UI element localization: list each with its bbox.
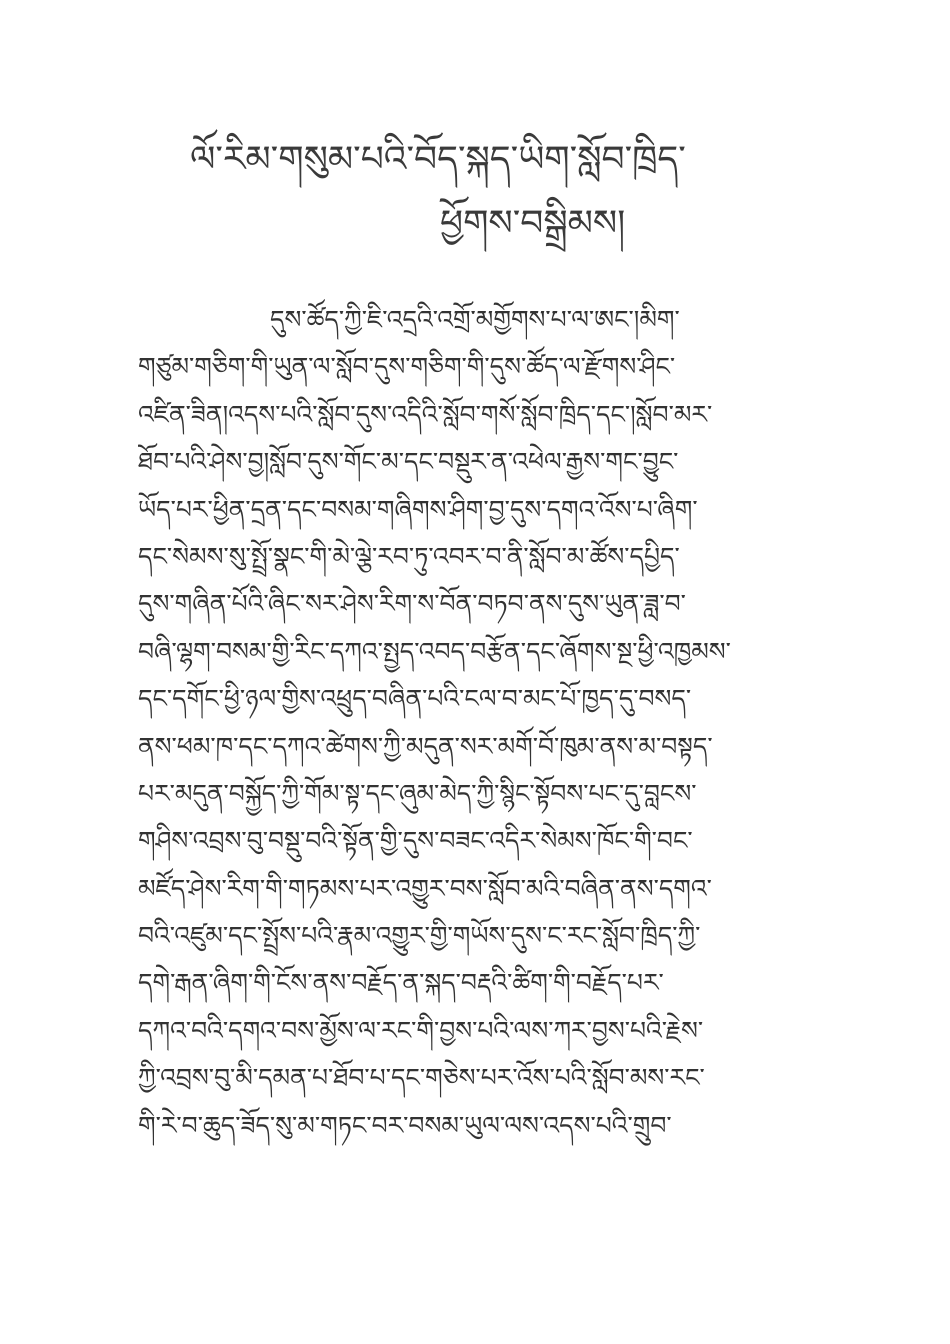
- body-line: ཀྱི་འབྲས་བུ་མི་དམན་པ་ཐོབ་པ་དང་གཅེས་པར་འོས་པའི་སློབ་མས་རང་: [138, 1063, 705, 1093]
- body-line: བའི་འཛུམ་དང་སྤྲོས་པའི་རྣམ་འགྱུར་གྱི་གཡོས་དུས་ང་རང་སློབ་ཁྲིད་ཀྱི་: [138, 921, 701, 951]
- body-line: པར་མདུན་བསྐྱོད་ཀྱི་གོམ་སྟ་དང་ཞུམ་མེད་ཀྱི་སྙིང་སྟོབས་པང་དུ་བླངས་: [138, 778, 697, 808]
- body-line: འཛིན་ཟིན།འདས་པའི་སློབ་དུས་འདིའི་སློབ་གསོ་སློབ་ཁྲིད་དང་།སློབ་མར་: [138, 399, 713, 429]
- body-line: གི་རེ་བ་ཆུད་ཟོད་སུ་མ་གཏང་བར་བསམ་ཡུལ་ལས་འདས་པའི་གྲུབ་: [138, 1110, 672, 1140]
- body-line: མཛོད་ཤེས་རིག་གི་གཏམས་པར་འགྱུར་བས་སློབ་མའི་བཞིན་ནས་དགའ་: [138, 873, 712, 903]
- body-line: ཐོབ་པའི་ཤེས་བྱ།སློབ་དུས་གོང་མ་དང་བསྡུར་ན་འཕེལ་རྒྱས་གང་བྱུང་: [138, 447, 679, 477]
- body-line: དུས་གཞིན་པོའི་ཞིང་སར་ཤེས་རིག་ས་བོན་བཏབ་ནས་དུས་ཡུན་ཟླ་བ་: [138, 589, 686, 619]
- body-line: དཀའ་བའི་དགའ་བས་མྱོས་ལ་རང་གི་བྱས་པའི་ལས་ཀར་བྱས་པའི་རྗེས་: [138, 1015, 704, 1045]
- document-title: [140, 128, 840, 256]
- title-line-2: ཕྱོགས་བསྒྲིམས།: [440, 203, 626, 244]
- body-line: དང་དགོང་ཕྱི་ཉལ་གྱིས་འཕྲུད་བཞིན་པའི་ངལ་བ་མང་པོ་ཁྱད་དུ་བསད་: [138, 684, 692, 714]
- body-line: གཤིས་འབྲས་བུ་བསྡུ་བའི་སྟོན་གྱི་དུས་བཟང་འདིར་སེམས་ཁོང་གི་བང་: [138, 826, 693, 856]
- body-line: ཡོད་པར་ཕྱིན་དྲན་དང་བསམ་གཞིགས་ཤིག་བྱ་དུས་དགའ་འོས་པ་ཞིག་: [138, 494, 698, 524]
- body-line: ནས་ཕམ་ཁ་དང་དཀའ་ཚེགས་ཀྱི་མདུན་སར་མགོ་བོ་ཁུམ་ནས་མ་བསྟད་: [138, 731, 713, 761]
- body-line: དགེ་རྒན་ཞིག་གི་ངོས་ནས་བརྗོད་ན་སྐད་བརྡའི་ཚིག་གི་བརྗོད་པར་: [138, 968, 664, 998]
- body-line: གཙུམ་གཅིག་གི་ཡུན་ལ་སློབ་དུས་གཅིག་གི་དུས་ཚོད་ལ་རྫོགས་ཤིང་: [138, 352, 676, 382]
- body-line: བཞི་ལྷག་བསམ་གྱི་རིང་དཀའ་སྤྱད་འབད་བརྩོན་དང་ཞོགས་སྔ་ཕྱི་འཁྱམས་: [138, 636, 731, 666]
- title-line-1: ལོ་རིམ་གསུམ་པའི་བོད་སྐད་ཡིག་སློབ་ཁྲིད་: [190, 139, 686, 180]
- body-line: དུས་ཚོད་ཀྱི་ཇི་འདྲའི་འགྲོ་མགྱོགས་པ་ལ་ཨང་།མིག་: [270, 305, 680, 334]
- document-body: [138, 296, 818, 1149]
- body-line: དང་སེམས་སུ་སྤྲོ་སྣང་གི་མེ་ལྕེ་རབ་ཏུ་འབར་བ་ནི་སློབ་མ་ཚོས་དཔྱིད་: [138, 541, 680, 571]
